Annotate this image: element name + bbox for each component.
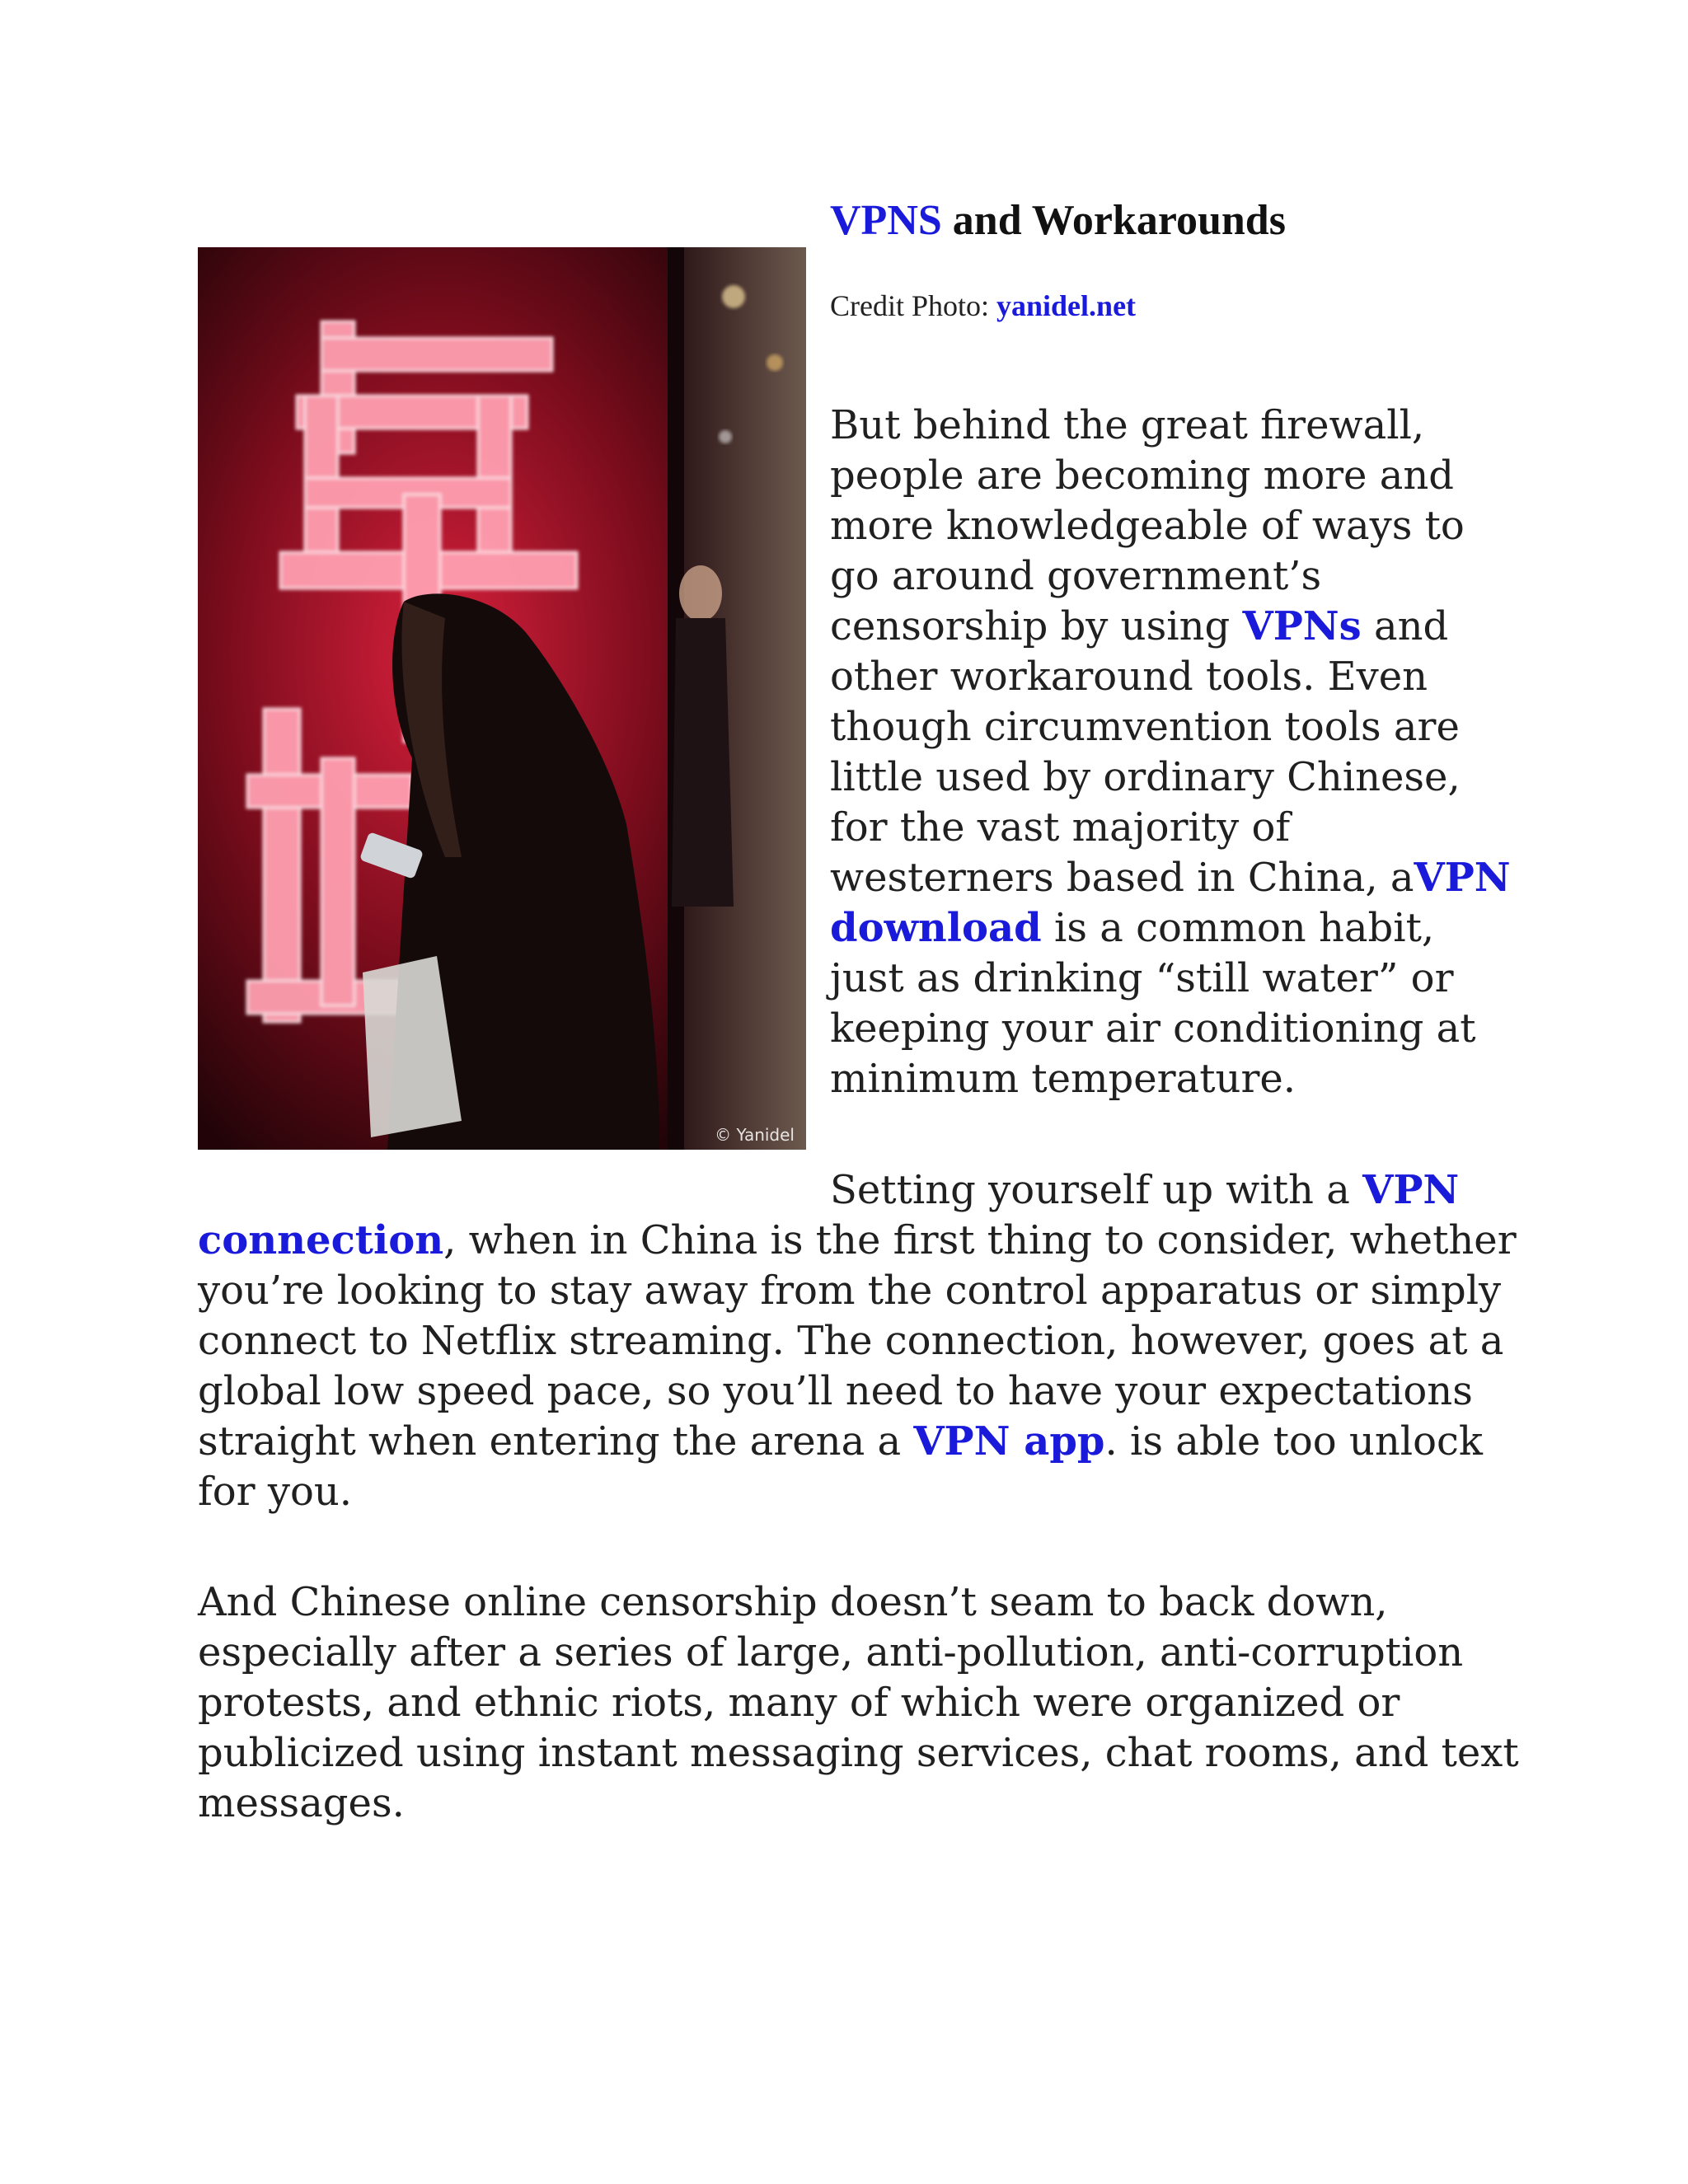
vpn-connection-link[interactable]: VPN	[1362, 1167, 1460, 1213]
text-line: protests, and ethnic riots, many of which were organized or	[198, 1680, 1400, 1726]
text-line	[830, 853, 1511, 903]
text-line	[198, 1417, 1533, 1467]
photo-credit	[830, 288, 1136, 323]
text-line: connect to Netflix streaming. The connection, however, goes at a	[198, 1318, 1504, 1364]
text-line: keeping your air conditioning at	[830, 1005, 1476, 1052]
neon-sign-photo-illustration	[198, 247, 806, 1150]
text-line: global low speed pace, so you’ll need to have your expectations	[198, 1368, 1473, 1414]
vpn-app-link[interactable]: VPN app	[913, 1418, 1105, 1465]
vpns-link[interactable]: VPNs	[1242, 603, 1362, 649]
photo-watermark: © Yanidel	[715, 1125, 795, 1145]
text-line: And Chinese online censorship doesn’t seam to back down,	[198, 1579, 1388, 1625]
text-line	[830, 903, 1506, 954]
text-line	[198, 1165, 1533, 1216]
text-line: just as drinking “still water” or	[830, 955, 1454, 1001]
vpn-download-link-cont[interactable]: download	[830, 905, 1042, 951]
text-line: for the vast majority of	[830, 804, 1291, 851]
vpn-download-link[interactable]: VPN	[1414, 855, 1511, 901]
vpns-heading-link[interactable]: VPNS	[830, 197, 942, 244]
article-photo	[198, 247, 806, 1150]
text-segment: is a common habit,	[1041, 905, 1435, 951]
text-segment: censorship by using	[830, 603, 1243, 649]
text-segment: straight when entering the arena a	[198, 1418, 914, 1465]
text-line	[830, 602, 1506, 652]
photo-credit-label: Credit Photo:	[830, 289, 997, 322]
text-line: people are becoming more and	[830, 452, 1454, 499]
text-line: especially after a series of large, anti-pollution, anti-corruption	[198, 1629, 1464, 1675]
page-title	[830, 196, 1286, 245]
vpn-connection-link-cont[interactable]: connection	[198, 1217, 444, 1263]
text-line: minimum temperature.	[830, 1056, 1296, 1102]
text-line: more knowledgeable of ways to	[830, 503, 1465, 549]
text-segment: , when in China is the first thing to consider, whether	[443, 1217, 1517, 1263]
text-line: other workaround tools. Even	[830, 654, 1428, 700]
text-line: But behind the great firewall,	[830, 402, 1425, 448]
text-segment: and	[1361, 603, 1449, 649]
yanidel-link[interactable]: yanidel.net	[996, 289, 1137, 322]
text-segment: . is able too unlock	[1104, 1418, 1483, 1465]
text-line: for you.	[198, 1469, 353, 1515]
text-line: though circumvention tools are	[830, 704, 1460, 750]
page-title-text: and Workarounds	[941, 197, 1286, 244]
text-line: you’re looking to stay away from the control apparatus or simply	[198, 1268, 1502, 1314]
text-line: little used by ordinary Chinese,	[830, 754, 1461, 800]
paragraph-firewall	[830, 401, 1511, 1104]
paragraph-censorship	[198, 1577, 1533, 1829]
paragraph-vpn-connection	[198, 1165, 1533, 1517]
text-line: publicized using instant messaging services, chat rooms, and text	[198, 1730, 1519, 1776]
text-segment: Setting yourself up with a	[830, 1167, 1363, 1213]
text-line	[198, 1216, 1533, 1266]
text-line: go around government’s	[830, 553, 1322, 599]
text-segment: westerners based in China, a	[830, 855, 1414, 901]
text-line: messages.	[198, 1780, 405, 1826]
